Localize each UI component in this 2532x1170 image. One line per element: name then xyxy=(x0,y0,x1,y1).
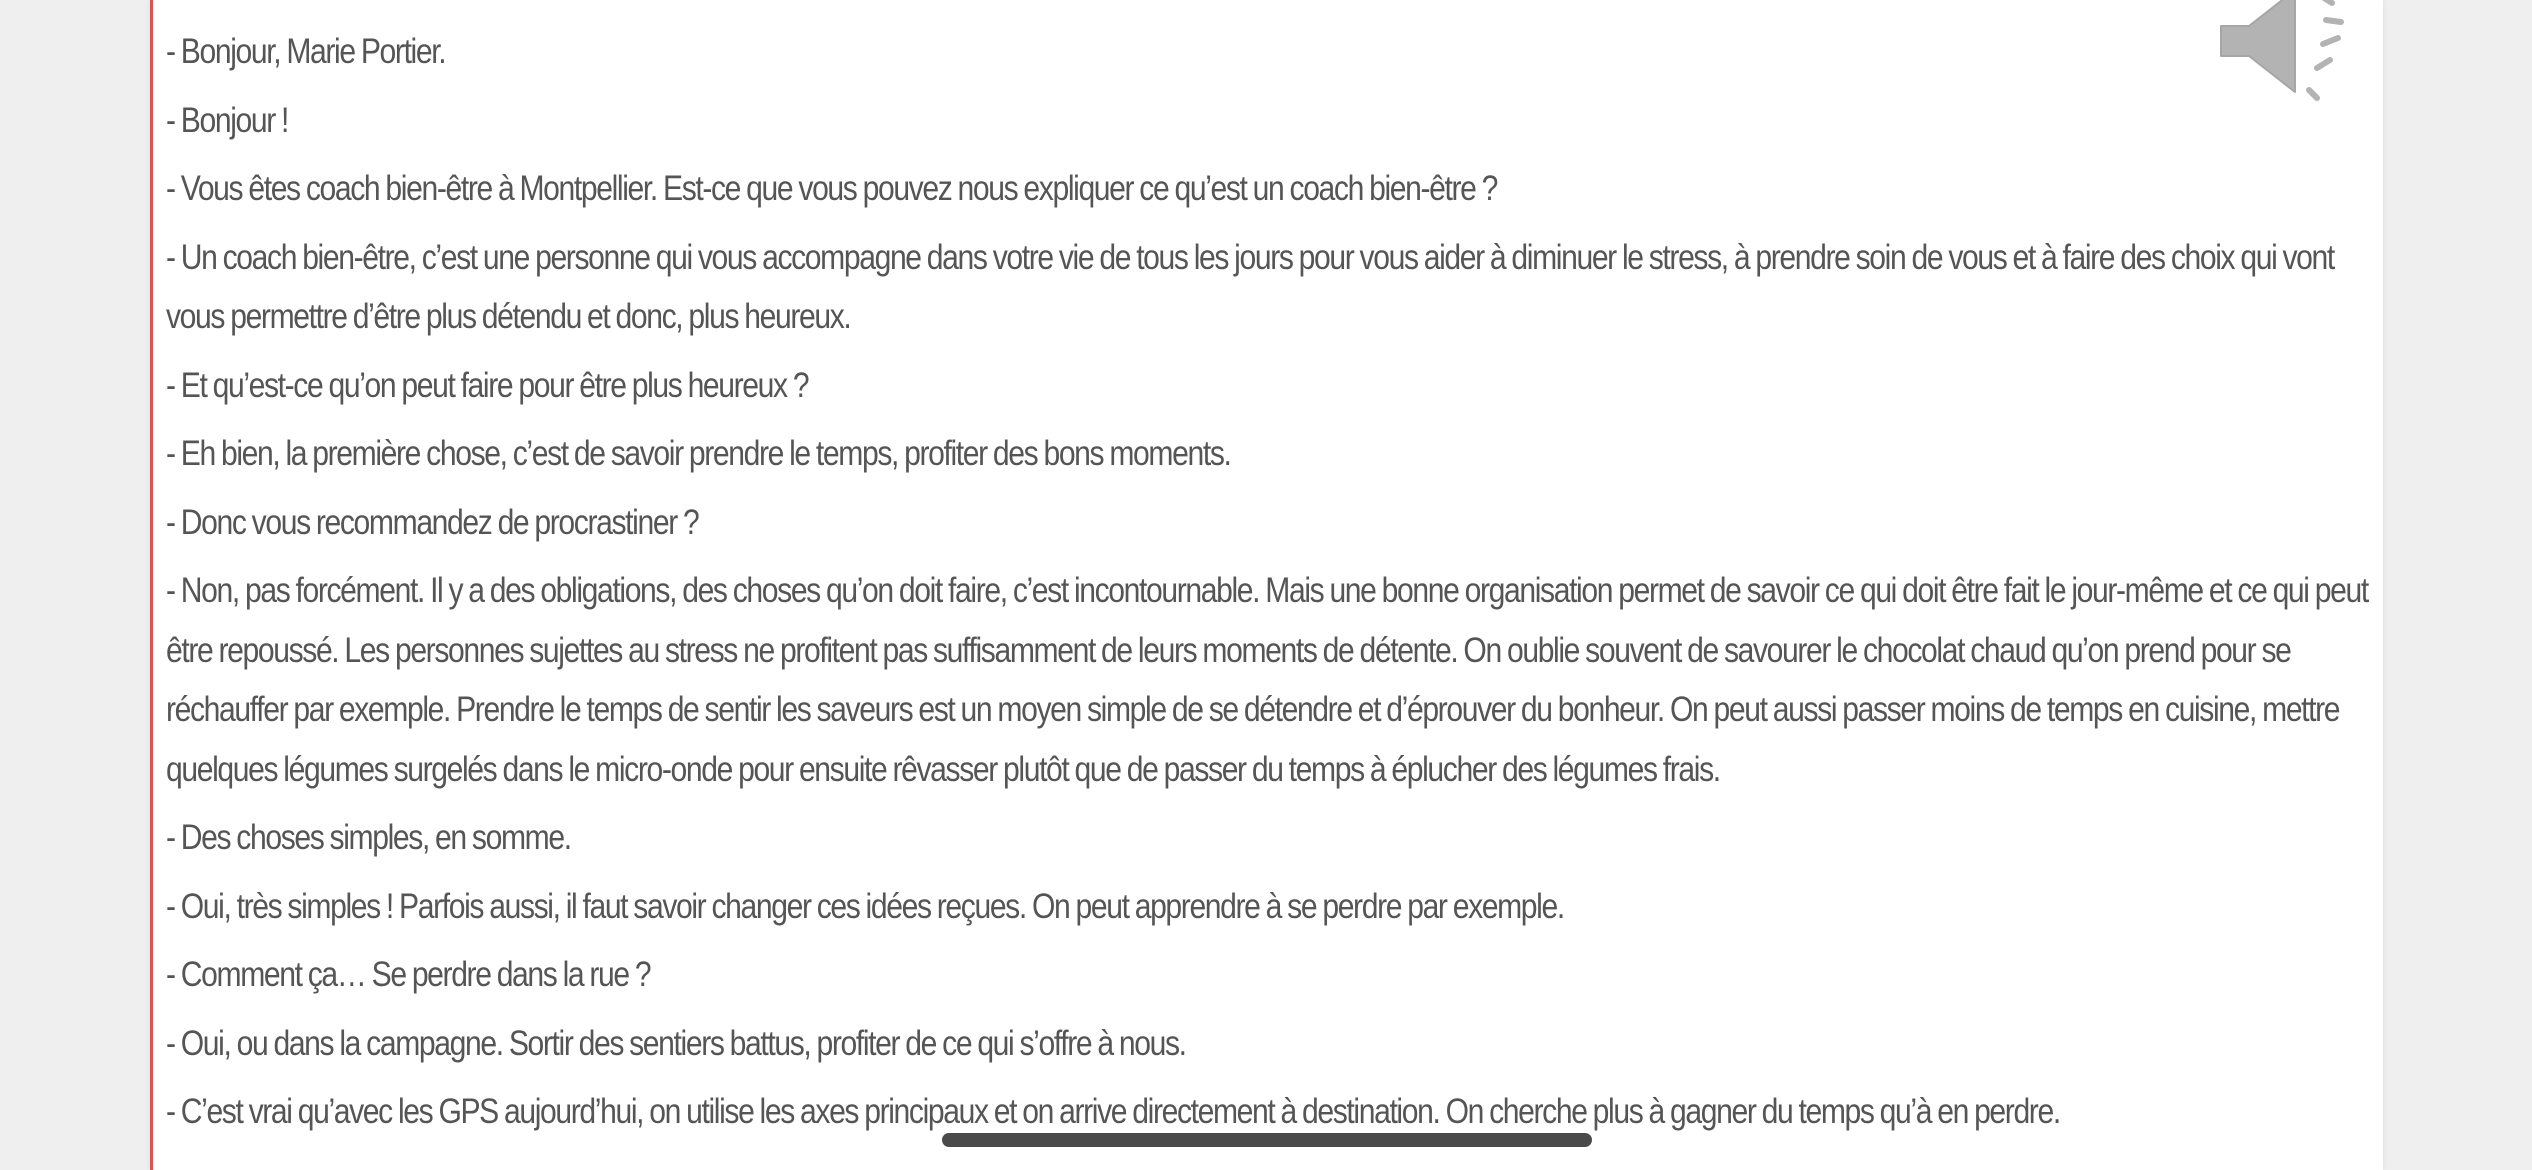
dialogue-line-7: - Donc vous recommandez de procrastiner ? xyxy=(166,502,699,542)
dialogue-line-11: - Comment ça… Se perdre dans la rue ? xyxy=(166,955,651,994)
document-page xyxy=(150,0,2383,1170)
dialogue-line-2: - Bonjour ! xyxy=(166,100,289,140)
dialogue-line-8: - Non, pas forcément. Il y a des obligations, des choses qu’on doit faire, c’est incontournable. Mais une bonne organisation permet de savoir ce qui doit être fait le jour-même et ce qui peut être repoussé. Les personnes sujettes au stress ne profitent pas suffisamment de leurs moments de détente. On oublie souvent de savourer le chocolat chaud qu’on prend pour se réchauffer par exemple. Prendre le temps de sentir les saveurs est un moyen simple de se détendre et d’éprouver du bonheur. On peut aussi passer moins de temps en cuisine, mettre quelques légumes surgelés dans le micro-onde pour ensuite rêvasser plutôt que de passer du temps à éplucher des légumes frais. xyxy=(166,571,2368,789)
dialogue-line-6: - Eh bien, la première chose, c’est de savoir prendre le temps, profiter des bons moments. xyxy=(166,434,1231,473)
speaker-body xyxy=(2221,0,2295,92)
speaker-icon[interactable] xyxy=(2213,0,2373,121)
dialogue-line-9: - Des choses simples, en somme. xyxy=(166,818,571,857)
dialogue-line-12: - Oui, ou dans la campagne. Sortir des sentiers battus, profiter de ce qui s’offre à nous. xyxy=(166,1023,1186,1063)
dialogue-line-10: - Oui, très simples ! Parfois aussi, il faut savoir changer ces idées reçues. On peut apprendre à se perdre par exemple. xyxy=(166,886,1564,926)
dialogue-line-1: - Bonjour, Marie Portier. xyxy=(166,32,446,71)
sound-wave-lines xyxy=(2309,0,2341,98)
dialogue-line-13: - C’est vrai qu’avec les GPS aujourd’hui, on utilise les axes principaux et on arrive directement à destination. On cherche plus à gagner du temps qu’à en perdre. xyxy=(166,1092,2060,1131)
dialogue-line-5: - Et qu’est-ce qu’on peut faire pour être plus heureux ? xyxy=(166,365,809,405)
dialogue-line-3: - Vous êtes coach bien-être à Montpellier. Est-ce que vous pouvez nous expliquer ce qu’est un coach bien-être ? xyxy=(166,169,1497,208)
horizontal-scrollbar-thumb[interactable] xyxy=(942,1133,1592,1147)
dialogue-transcript xyxy=(166,22,2376,1151)
dialogue-line-4: - Un coach bien-être, c’est une personne qui vous accompagne dans votre vie de tous les jours pour vous aider à diminuer le stress, à prendre soin de vous et à faire des choix qui vont vous permettre d’être plus détendu et donc, plus heureux. xyxy=(166,237,2334,336)
